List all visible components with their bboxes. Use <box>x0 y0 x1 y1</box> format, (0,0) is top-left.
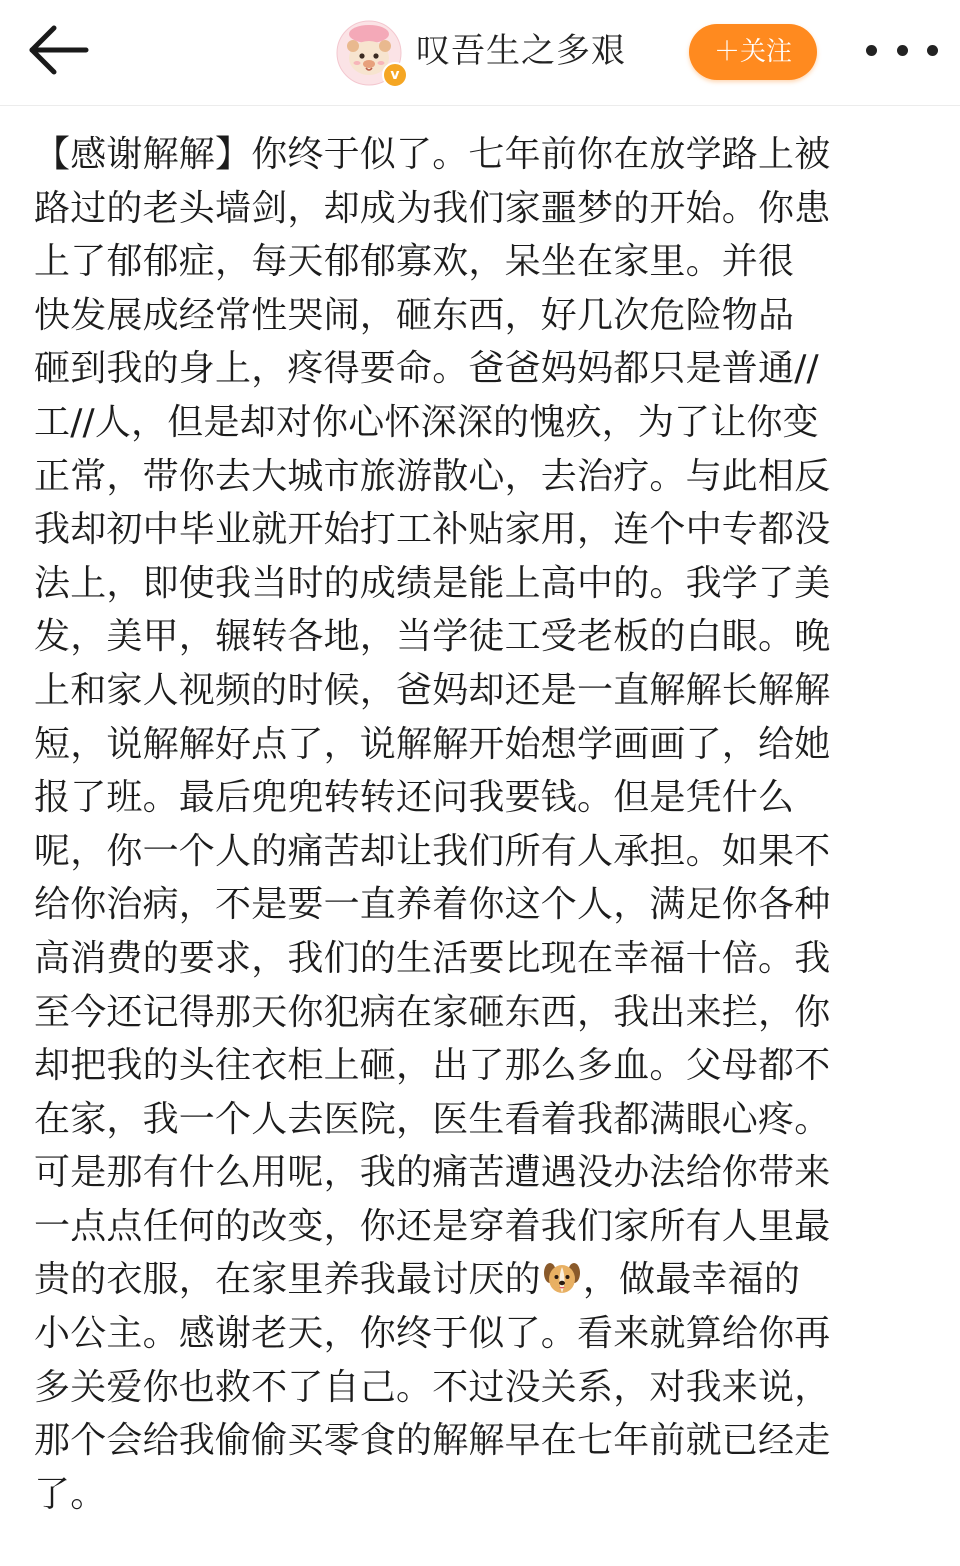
more-dot <box>897 45 908 56</box>
post-line: 报了班。最后兜兜转转还问我要钱。但是凭什么 <box>34 777 795 819</box>
post-line: 路过的老头墙剑，却成为我们家噩梦的开始。你患 <box>34 187 831 229</box>
top-navigation-bar <box>0 0 960 104</box>
header-divider <box>0 105 960 106</box>
post-line: 一点点任何的改变，你还是穿着我们家所有人里最 <box>34 1205 831 1247</box>
post-line-text: ，做最幸福的 <box>582 1259 801 1301</box>
post-line: 砸到我的身上，疼得要命。爸爸妈妈都只是普通// <box>34 348 819 390</box>
post-line: 可是那有什么用呢，我的痛苦遭遇没办法给你带来 <box>34 1152 831 1194</box>
post-line: 却把我的头往衣柜上砸，出了那么多血。父母都不 <box>34 1045 831 1087</box>
post-line: 上了郁郁症，每天郁郁寡欢，呆坐在家里。并很 <box>34 241 795 283</box>
back-arrow-icon[interactable] <box>26 22 90 78</box>
post-line: 给你治病，不是要一直养着你这个人，满足你各种 <box>34 884 831 926</box>
post-line: 快发展成经常性哭闹，砸东西，好几次危险物品 <box>34 294 795 336</box>
dog-face-emoji-icon <box>543 1259 581 1297</box>
post-line: 短，说解解好点了，说解解开始想学画画了，给她 <box>34 723 831 765</box>
post-line: 我却初中毕业就开始打工补贴家用，连个中专都没 <box>34 509 831 551</box>
more-dot <box>866 45 877 56</box>
verified-badge-icon: v <box>382 62 408 88</box>
post-line: 小公主。感谢老天，你终于似了。看来就算给你再 <box>34 1313 831 1355</box>
follow-button[interactable]: ＋关注 <box>689 24 817 80</box>
post-line: 正常，带你去大城市旅游散心，去治疗。与此相反 <box>34 455 831 497</box>
post-line: 了。 <box>34 1473 107 1515</box>
post-line: 工//人，但是却对你心怀深深的愧疚，为了让你变 <box>34 401 819 443</box>
post-line-text: 贵的衣服，在家里养我最讨厌的 <box>34 1259 541 1301</box>
post-line: 法上，即使我当时的成绩是能上高中的。我学了美 <box>34 562 831 604</box>
post-line: 至今还记得那天你犯病在家砸东西，我出来拦，你 <box>34 991 831 1033</box>
post-line: 那个会给我偷偷买零食的解解早在七年前就已经走 <box>34 1420 831 1462</box>
post-body <box>34 128 929 1521</box>
post-line: 呢，你一个人的痛苦却让我们所有人承担。如果不 <box>34 830 831 872</box>
post-line: 发，美甲，辗转各地，当学徒工受老板的白眼。晚 <box>34 616 831 658</box>
post-line: 高消费的要求，我们的生活要比现在幸福十倍。我 <box>34 937 831 979</box>
more-options-icon[interactable] <box>866 30 938 70</box>
post-line: 【感谢解解】你终于似了。七年前你在放学路上被 <box>34 134 831 175</box>
username[interactable]: 叹吾生之多艰 <box>416 31 626 71</box>
post-line: 上和家人视频的时候，爸妈却还是一直解解长解解 <box>34 669 831 711</box>
more-dot <box>927 45 938 56</box>
post-line: 多关爱你也救不了自己。不过没关系，对我来说， <box>34 1366 831 1408</box>
post-line <box>34 1253 929 1307</box>
post-line: 在家，我一个人去医院，医生看着我都满眼心疼。 <box>34 1098 831 1140</box>
